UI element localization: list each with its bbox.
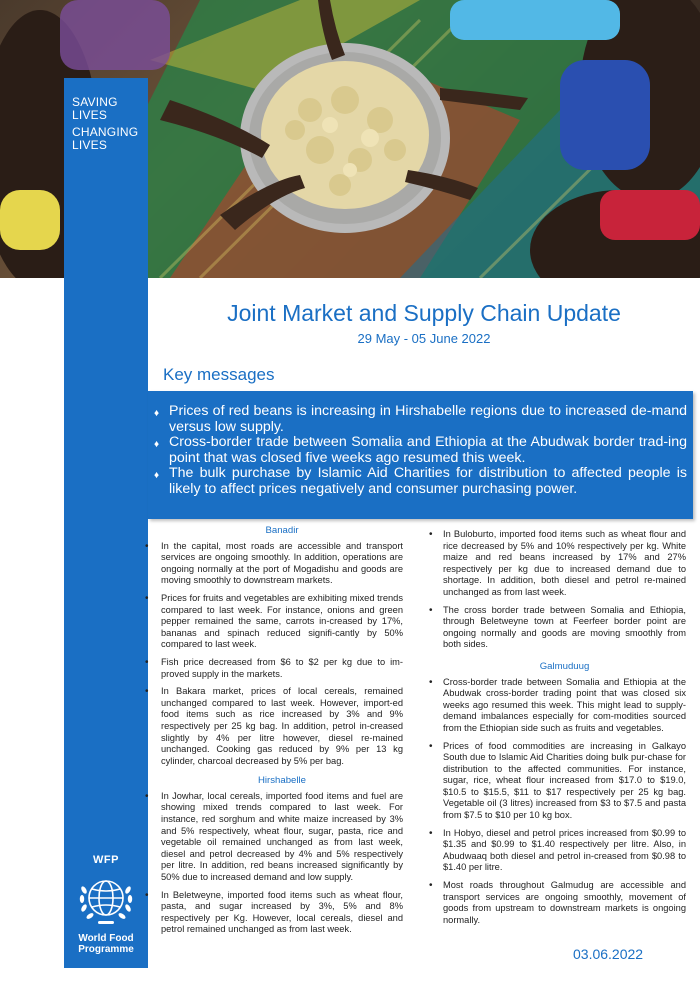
key-message-text: Prices of red beans is increasing in Hirshabelle regions due to increased de-mand versus low supply. (169, 403, 687, 435)
tagline (72, 96, 138, 152)
tagline-line: CHANGING (72, 125, 139, 139)
left-column (147, 525, 403, 942)
date-range: 29 May - 05 June 2022 (357, 331, 491, 346)
wfp-wreath-icon (75, 868, 137, 930)
key-message-text: Cross-border trade between Somalia and Ethiopia at the Abudwak border trad-ing point that was closed five weeks ago resumed this week. (169, 434, 687, 466)
list-item: • In the capital, most roads are accessible and transport services are ongoing smoothly. In addition, operations are ongoing normally at the port of Mogadishu and goods are moving smoothly to downstream markets. (147, 541, 403, 587)
list-item: • The cross border trade between Somalia and Ethiopia, through Beletweyne town at Feerfeer border point are ongoing normally and goods are moving smoothly from both sides. (429, 605, 686, 651)
list-item: • Cross-border trade between Somalia and Ethiopia at the Abudwak cross-border trading point that was closed six weeks ago resumed this week. This might lead to supply-demand imbalances especially for com-modities sourced from the Ethiopian side such as fruits and vegetables. (429, 677, 686, 735)
wfp-logo (70, 854, 142, 955)
bullet-dot-icon: ♦ (154, 439, 160, 450)
list-item: • In Hobyo, diesel and petrol prices increased from $0.99 to $1.35 and $0.99 to $1.40 respectively per litre. Also, in Abudwaaq both diesel and petrol in-creased from $0.98 to $1.40 per litre. (429, 828, 686, 874)
region-heading-galmuduug: Galmuduug (539, 660, 590, 672)
bullet-dot-icon: ♦ (154, 408, 160, 419)
tagline-line: SAVING (72, 95, 118, 109)
page-title: Joint Market and Supply Chain Update (227, 300, 621, 326)
key-message (154, 435, 687, 466)
key-messages-heading: Key messages (163, 365, 275, 384)
logo-acronym: WFP (93, 854, 119, 866)
footer-date: 03.06.2022 (573, 946, 644, 962)
list-item: • Prices of food commodities are increasing in Galkayo South due to Islamic Aid Charities doing bulk pur-chase for distribution to the affected communities. For instance, sugar, rice, wheat flour increased from $17.0 to $19.0, $10.5 to $15.5, $11 to $17 respectively per 25 kg bag. Vegetable oil (3 litres) increased from $3 to $7.5 and pasta from $7.5 to $10 per 10 kg box. (429, 741, 686, 822)
logo-org-line: Programme (78, 944, 134, 955)
sidebar-band (64, 78, 148, 968)
list-item: • Prices for fruits and vegetables are exhibiting mixed trends compared to last week. For instance, onions and green pepper remained the same, carrots in-creased by 17%, bananas and spinach reduced signifi-cantly by 50% compared to last week. (147, 593, 403, 651)
right-column (429, 529, 686, 932)
logo-org-line: World Food (78, 933, 134, 944)
region-heading-hirshabelle: Hirshabelle (258, 775, 306, 787)
key-message (154, 466, 687, 497)
list-item: • In Jowhar, local cereals, imported food items and fuel are showing mixed trends compared to last week. For instance, red sorghum and white maize increased by 3% and 5% respectively, wheat flour, sugar, pasta, rice and vegetable oil remained unchanged as from last week, diesel and petrol decreased by 4% and 5% respectively per litre. In addition, red beans increased significantly by 50% due to increased demand and low supply. (147, 791, 403, 884)
list-item: • In Bakara market, prices of local cereals, remained unchanged compared to last week. However, import-ed food items such as rice increased by 3% and 9% respectively per 25 kg bag. In addition, petrol in-creased slightly by 4% per litre however, diesel re-mained unchanged. Cooking gas reduced by 9% per 13 kg cylinder, charcoal decreased by 5% per bag. (147, 686, 403, 767)
key-message-text: The bulk purchase by Islamic Aid Charities for distribution to affected people is likely to affect prices negatively and consumer purchasing power. (169, 465, 687, 497)
key-messages-box (148, 391, 693, 519)
list-item: • In Beletweyne, imported food items such as wheat flour, pasta, and sugar increased by 3%, 5% and 8% respectively per Kg. However, local cereals, diesel and petrol remained unchanged as from last week. (147, 890, 403, 936)
list-item: • In Buloburto, imported food items such as wheat flour and rice decreased by 5% and 10% respectively per kg. White maize and red beans increased by 17% and 27% respectively per kg due to increased demand due to shortage. In addition, both diesel and petrol re-mained unchanged as from last week. (429, 529, 686, 599)
region-heading-banadir: Banadir (265, 525, 299, 536)
tagline-line: LIVES (72, 108, 108, 122)
bullet-dot-icon: ♦ (154, 470, 160, 481)
list-item: • Fish price decreased from $6 to $2 per kg due to im-proved supply in the markets. (147, 657, 403, 680)
tagline-line: LIVES (72, 138, 108, 152)
list-item: • Most roads throughout Galmudug are accessible and transport services are ongoing smoothly, movement of goods from upstream to downstream markets is ongoing normally. (429, 880, 686, 926)
key-message (154, 404, 687, 435)
